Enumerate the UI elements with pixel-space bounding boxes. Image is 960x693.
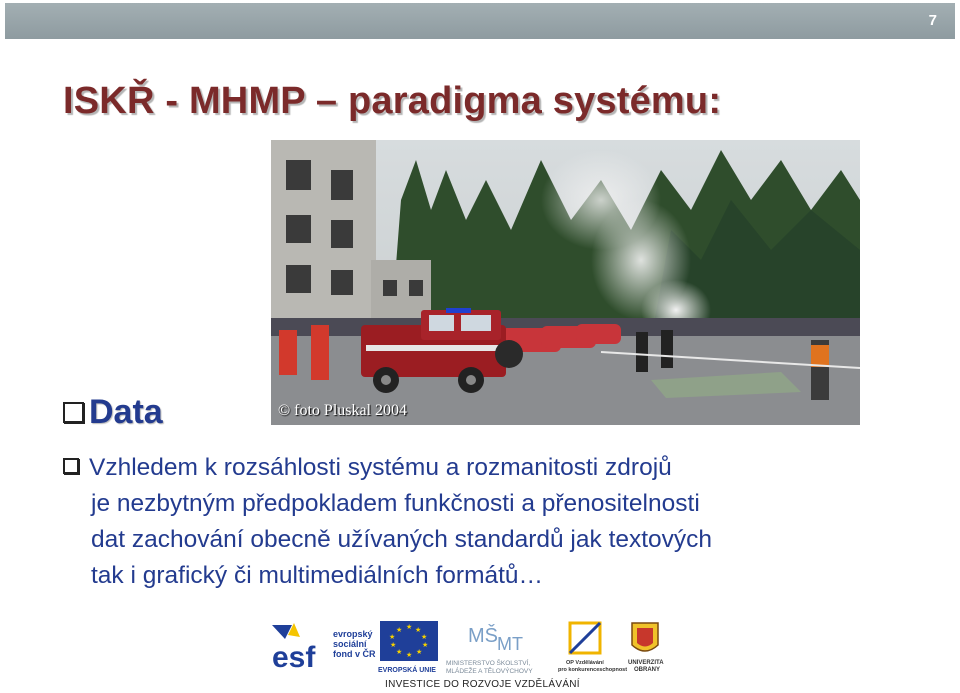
slide-title: ISKŘ - MHMP – paradigma systému: bbox=[63, 80, 722, 122]
univ-label: OBRANY bbox=[634, 667, 661, 673]
photo-credit: © foto Pluskal 2004 bbox=[278, 402, 408, 419]
rescue-drill-photo bbox=[271, 140, 860, 425]
op-vzdelavani-logo bbox=[558, 623, 627, 673]
svg-text:★: ★ bbox=[406, 623, 413, 631]
esf-logo bbox=[270, 622, 376, 674]
bullet-paragraph bbox=[63, 450, 923, 594]
svg-text:MT: MT bbox=[497, 634, 523, 654]
footer-caption: INVESTICE DO ROZVOJE VZDĚLÁVÁNÍ bbox=[385, 679, 580, 690]
msmt-label: MLÁDEŽE A TĚLOVÝCHOVY bbox=[446, 668, 533, 675]
photo-illustration bbox=[271, 140, 860, 425]
svg-text:★: ★ bbox=[396, 648, 403, 656]
svg-text:★: ★ bbox=[396, 626, 403, 634]
univ-label: UNIVERZITA bbox=[628, 660, 664, 666]
esf-big-text: esf bbox=[272, 641, 316, 674]
bullet-line bbox=[63, 450, 923, 486]
eu-flag-logo bbox=[378, 621, 438, 674]
msmt-logo bbox=[446, 624, 533, 675]
checkbox-bullet-icon bbox=[63, 402, 84, 423]
bullet-line: dat zachování obecně užívaných standardů jak textových bbox=[91, 526, 713, 553]
svg-text:★: ★ bbox=[389, 633, 396, 641]
top-bar bbox=[5, 3, 955, 39]
svg-text:★: ★ bbox=[422, 641, 429, 649]
op-label: pro konkurenceschopnost bbox=[558, 667, 628, 673]
msmt-label: MINISTERSTVO ŠKOLSTVÍ, bbox=[446, 660, 531, 667]
bullet-line: tak i grafický či multimediálních formátů… bbox=[91, 562, 544, 589]
svg-text:★: ★ bbox=[415, 626, 422, 634]
esf-text-line: evropský bbox=[333, 629, 373, 639]
page-number: 7 bbox=[928, 12, 937, 29]
svg-text:★: ★ bbox=[390, 641, 397, 649]
svg-text:MŠ: MŠ bbox=[468, 625, 498, 647]
esf-text-line: sociální bbox=[333, 639, 367, 649]
section-heading-label: Data bbox=[89, 393, 163, 431]
bullet-line: je nezbytným předpokladem funkčnosti a přenositelnosti bbox=[91, 490, 700, 517]
eu-label: EVROPSKÁ UNIE bbox=[378, 667, 436, 674]
svg-text:★: ★ bbox=[416, 648, 423, 656]
bullet-line-text: Vzhledem k rozsáhlosti systému a rozmanitosti zdrojů bbox=[89, 454, 672, 481]
svg-text:★: ★ bbox=[421, 633, 428, 641]
section-heading bbox=[63, 393, 163, 432]
univerzita-obrany-logo bbox=[628, 623, 664, 673]
checkbox-bullet-icon bbox=[63, 458, 79, 474]
logo-strip bbox=[270, 617, 670, 677]
esf-text-line: fond v ČR bbox=[333, 649, 376, 659]
funding-logos bbox=[270, 617, 670, 677]
op-label: OP Vzdělávání bbox=[566, 660, 604, 666]
svg-text:★: ★ bbox=[406, 651, 413, 659]
